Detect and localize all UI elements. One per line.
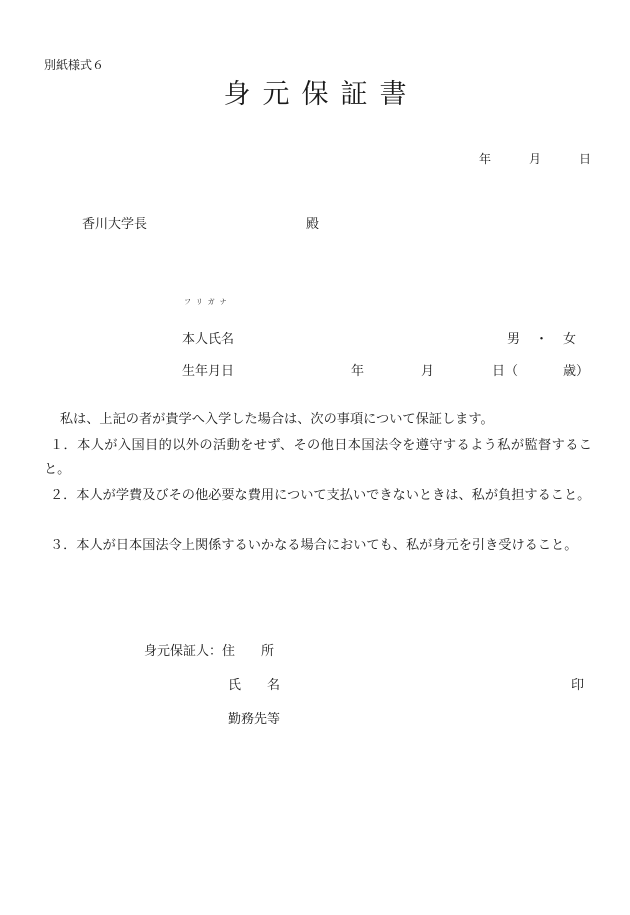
birth-year-label: 年 [351, 364, 365, 379]
gender-female: 女 [563, 332, 577, 347]
gender-male: 男 [507, 332, 521, 347]
date-year-label: 年 [479, 152, 492, 166]
addressee-name: 香川大学長 [82, 217, 148, 232]
guarantor-address-label: 身元保証人：住 所 [144, 644, 275, 659]
date-month-label: 月 [529, 152, 542, 166]
birth-date-label: 生年月日 [182, 364, 235, 379]
addressee-honorific: 殿 [306, 217, 320, 232]
intro-paragraph: 私は、上記の者が貴学へ入学した場合は、次の事項について保証します。 [59, 412, 494, 427]
guarantee-item-1: １．本人が入国目的以外の活動をせず、その他日本国法令を遵守するよう私が監督すること。 [44, 438, 592, 477]
gender-separator: ・ [535, 332, 549, 347]
seal-mark: 印 [571, 678, 585, 693]
document-title: 身元保証書 [223, 79, 419, 110]
date-day-label: 日 [579, 152, 592, 166]
guarantor-name-label: 氏 名 [228, 678, 281, 693]
age-label: 歳） [563, 364, 590, 379]
furigana-label: フリガナ [184, 298, 232, 306]
guarantor-workplace-label: 勤務先等 [228, 712, 281, 727]
applicant-name-label: 本人氏名 [182, 332, 235, 347]
birth-month-label: 月 [421, 364, 435, 379]
guarantee-item-3: ３．本人が日本国法令上関係するいかなる場合においても、私が身元を引き受けること。 [49, 538, 578, 553]
guarantee-item-2: ２．本人が学費及びその他必要な費用について支払いできないときは、私が負担すること。 [49, 488, 591, 503]
form-number: 別紙様式６ [44, 58, 105, 72]
birth-day-label: 日（ [492, 364, 519, 379]
